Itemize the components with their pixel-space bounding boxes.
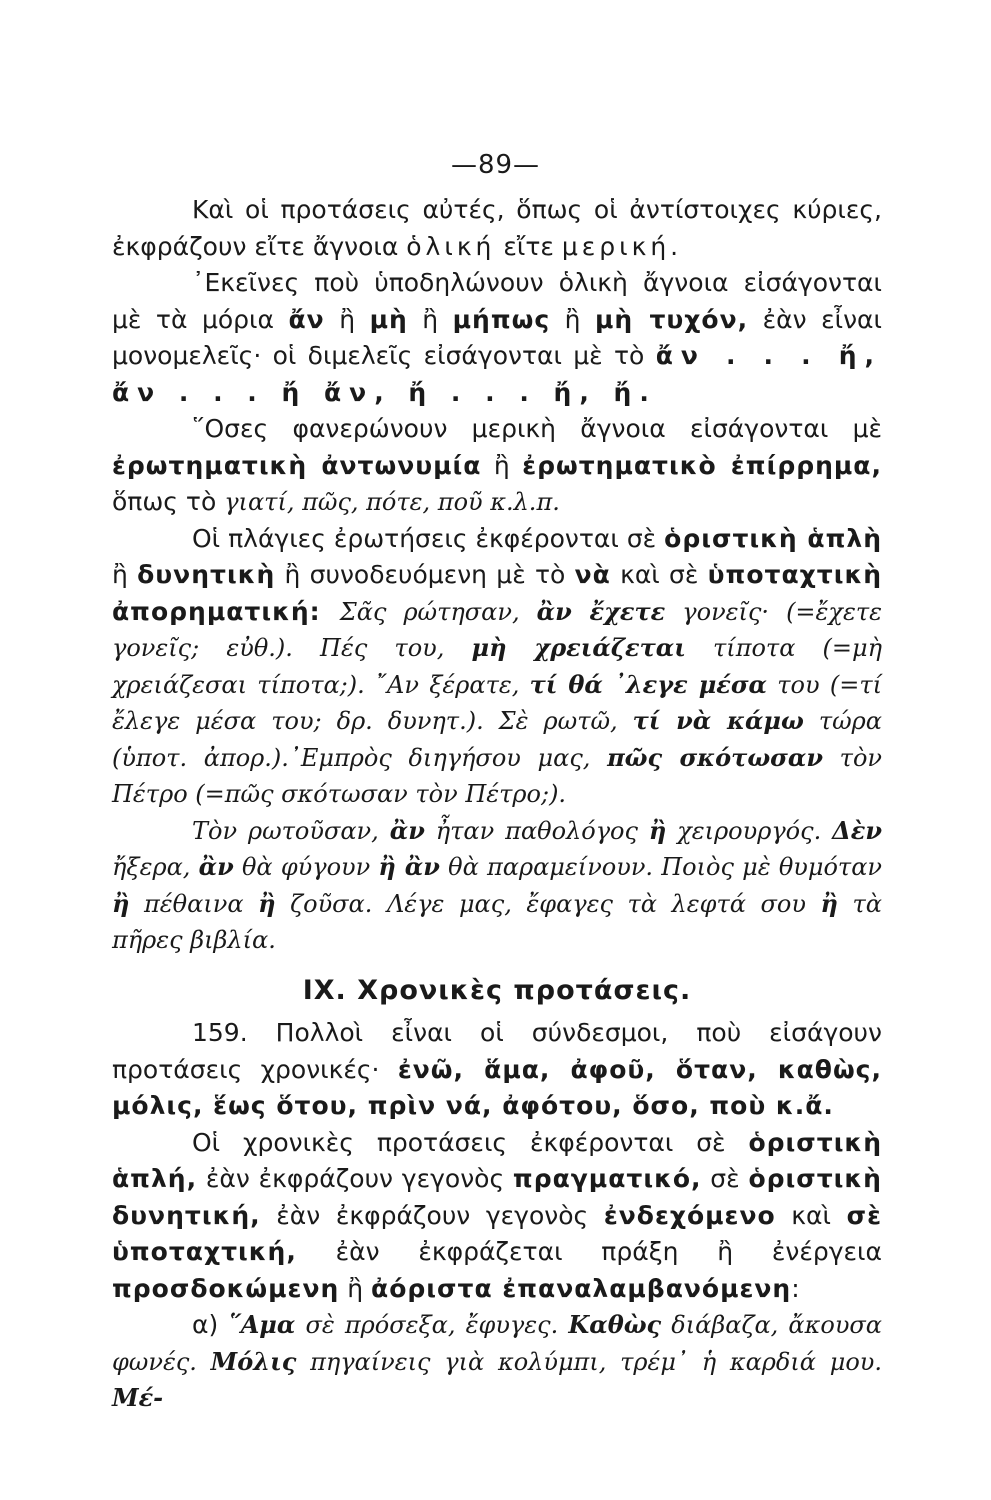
bold-term: σὲ ὑποταχτική, [112,1200,882,1266]
text-run: Οἱ πλάγιες ἐρωτήσεις ἐκφέρονται σὲ [192,523,665,553]
text-run: : [791,1273,800,1303]
paragraph-ignorance-types [112,192,882,265]
paragraph-examples [112,813,882,959]
italic-example: Σᾶς ρώτησαν, [339,597,537,626]
bold-italic-example: ἢ [112,888,130,918]
text-run: καὶ σὲ [610,560,708,589]
bold-term: ὁριστικὴ ἁπλὴ [664,523,882,553]
bold-term: ὑποταχτικὴ ἀπορηματική [112,560,882,626]
bold-italic-example: τί νὰ κάμω [632,706,804,735]
bold-italic-example: ἂν [389,815,425,845]
italic-example: ἦταν παθολόγος [424,816,649,845]
bold-term: ἐνδεχόμενο [603,1200,776,1230]
text-run: ἢ συνοδευόμενη μὲ τὸ [275,560,575,589]
italic-example: θὰ φύγουν [233,853,379,881]
section-heading: IX. Χρονικὲς προτάσεις. [302,974,692,1006]
text-run: 159. Πολλοὶ εἶναι οἱ σύνδεσμοι, ποὺ εἰσάγουν προτάσεις χρονικές· [112,1018,882,1084]
bold-italic-example: τί θά ᾿λεγε μέσα [529,669,768,699]
paragraph-partial-ignorance [112,411,882,521]
paragraph-total-ignorance [112,265,882,411]
italic-example: θὰ παραμείνουν. Ποιὸς μὲ θυμόταν [439,853,882,881]
text-run: ἐὰν ἐκφράζεται πράξη ἢ ἐνέργεια [296,1237,882,1266]
text-run: ἢ [339,1273,372,1303]
text-run: Καὶ οἱ προτάσεις αὐτές, ὅπως οἱ ἀντίστοιχες κύριες, ἐκφράζουν εἴτε ἄγνοια [112,195,882,261]
bold-italic-example: ἢ [648,815,667,845]
bold-italic-example: ἢ [258,888,276,918]
text-run: σὲ [701,1164,749,1193]
text-run: ἢ [112,560,138,589]
text-run: ἢ [324,304,370,334]
bold-italic-example: ἢ [820,888,838,918]
italic-example: γιατί, πῶς, πότε, ποῦ κ.λ.π. [224,488,560,516]
bold-italic-example: ῞Αμα [228,1310,296,1339]
text-run: α) [192,1310,229,1339]
page-body [112,192,882,1417]
italic-example: τὸν Πέτρο (=πῶς σκότωσαν τὸν Πέτρο;). [112,743,882,808]
bold-term: προσδοκώμενη [112,1273,340,1303]
text-run: ἐὰν εἶναι μονομελεῖς· οἱ διμελεῖς εἰσάγονται μὲ τὸ [112,304,882,370]
italic-example: Τὸν ρωτοῦσαν, [192,816,390,845]
bold-term: ὁριστικὴ ἁπλή, [112,1127,882,1193]
page-number: —89— [450,150,541,180]
text-run: ᾿Εκεῖνες ποὺ ὑποδηλώνουν ὁλικὴ ἄγνοια εἰσάγονται μὲ τὰ μόρια [112,268,882,334]
bold-term: ὁριστικὴ δυνητική, [112,1164,882,1230]
bold-italic-example: ἂν [198,852,234,881]
italic-example: διάβαζα, ἄκουσα φωνές. [112,1311,883,1376]
italic-example: τώρα (ὑποτ. ἀπορ.).᾿Εμπρὸς διηγήσου μας, [112,707,882,772]
text-run: ὅπως τὸ [112,487,225,516]
italic-example: χειρουργός. [666,816,833,845]
italic-example: του (=τί ἔλεγε μέσα του; δρ. δυνητ.). Σὲ ρωτῶ, [112,670,882,735]
spaced-term: μερική [561,231,671,261]
bold-italic-example: πῶς σκότωσαν [607,742,823,772]
bold-italic-example: ἂν ἔχετε [536,596,666,626]
italic-example: ἤξερα, [112,853,199,881]
text-run: ἐὰν ἐκφράζουν γεγονὸς [260,1200,604,1230]
bold-term: ἐρωτηματικὸ ἐπίρρημα, [522,450,882,480]
bold-italic-example: Καθὼς [568,1310,662,1339]
bold-term: δυνητικὴ [137,560,276,589]
text-run: . [670,231,679,261]
text-run: ἢ [481,450,523,480]
bold-italic-example: Μόλις [210,1346,297,1376]
bold-term: ἐρωτηματικὴ ἀντωνυμία [112,450,482,480]
text-run: ἢ [407,304,453,334]
bold-term: ἄν . . . ἤ, ἄν . . . ἤ ἄν, ἤ . . . ἤ, ἤ. [112,341,882,407]
bold-term: μὴ τυχόν, [595,304,749,334]
paragraph-temporal-conjunctions [112,1015,882,1125]
bold-term: νὰ [574,560,611,589]
bold-italic-example: μὴ χρειάζεται [471,633,686,662]
text-run: καὶ [775,1200,847,1230]
bold-term: μὴ [369,304,408,334]
italic-example: γονεῖς· (=ἔχετε γονεῖς; εὐθ.). Πές του, [112,597,882,662]
text-run: Οἱ χρονικὲς προτάσεις ἐκφέρονται σὲ [192,1127,749,1157]
text-run: ἐὰν ἐκφράζουν γεγονὸς [197,1164,513,1193]
bold-term: ἀόριστα ἐπαναλαμβανόμενη [371,1273,792,1303]
bold-italic-example: ἢ ἂν [378,852,440,881]
bold-italic-example: Μέ- [112,1383,164,1412]
italic-example: τίποτα (=μὴ χρειάζεσαι τίποτα;). ῎Αν ξέρατε, [112,634,882,699]
paragraph-temporal-moods [112,1125,882,1308]
text-run: εἴτε [495,231,562,261]
italic-example: τὰ πῆρες βιβλία. [112,889,883,954]
spaced-term: ὁλική [406,231,496,261]
italic-example: ζοῦσα. Λέγε μας, ἔφαγες τὰ λεφτά σου [275,889,821,918]
bold-term: ἐνῶ, ἅμα, ἀφοῦ, ὅταν, καθὼς, μόλις, ἕως ὅτου, πρὶν νά, ἀφότου, ὅσο, ποὺ κ.ἄ. [112,1054,882,1120]
bold-italic-example: Δὲν [832,815,882,845]
text-run: ῞Οσες φανερώνουν μερικὴ ἄγνοια εἰσάγονται μὲ [192,414,882,443]
bold-term: πραγματικό, [512,1164,702,1193]
paragraph-example-a [112,1307,882,1417]
paragraph-indirect-questions [112,521,882,813]
bold-term: ἄν [288,304,325,334]
italic-example: πηγαίνεις γιὰ κολύμπι, τρέμ᾿ ἡ καρδιά μου. [296,1347,882,1376]
bold-term: μήπως [452,304,551,334]
text-run: ἢ [550,304,596,334]
text-run: : [309,596,340,626]
italic-example: πέθαινα [129,889,259,918]
italic-example: σὲ πρόσεξα, ἔφυγες. [295,1311,569,1339]
